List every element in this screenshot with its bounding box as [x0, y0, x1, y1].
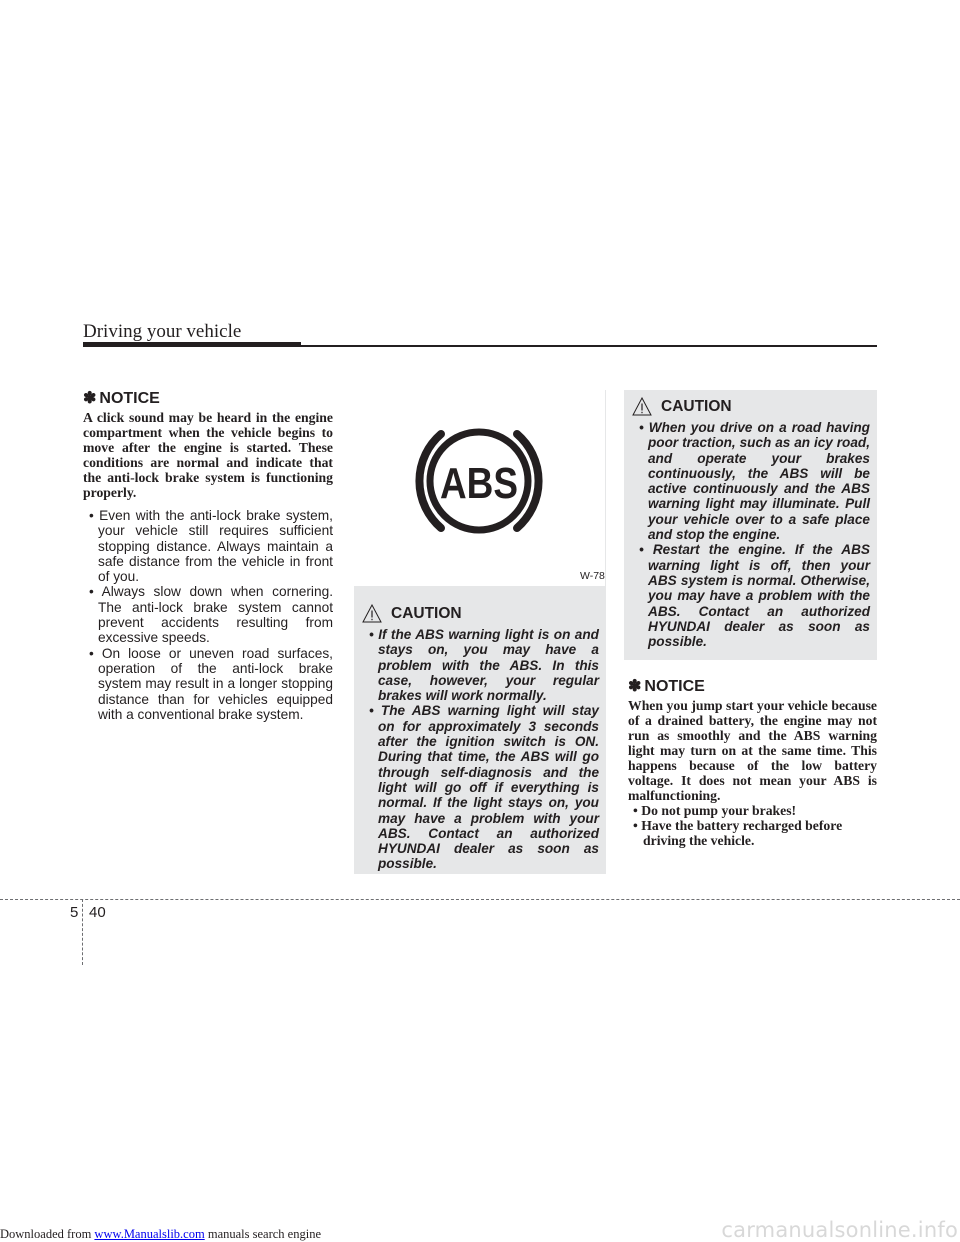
manualslib-link[interactable]: www.Manualslib.com	[94, 1227, 205, 1241]
download-prefix: Downloaded from	[0, 1227, 95, 1241]
notice-bullet-list	[83, 508, 333, 722]
caution-title-label: CAUTION	[391, 605, 462, 622]
right-notice	[628, 676, 877, 848]
caution-bullet-list	[362, 627, 599, 872]
notice-heading-label: NOTICE	[99, 390, 160, 407]
list-item: • Have the battery recharged before driving the vehicle.	[633, 818, 843, 848]
notice-bullet-list	[628, 803, 877, 848]
list-item: • When you drive on a road having poor traction, such as an icy road, and operate your brakes continuously, the ABS will be active continuously and the ABS warning light may illuminate. Pull your vehicle over to a safe place and stop the engine.	[639, 420, 870, 543]
section-title: Driving your vehicle	[83, 321, 242, 342]
list-item: • On loose or uneven road surfaces, operation of the anti-lock brake system may result in a longer stopping distance than for vehicles equipped with a conventional brake system.	[89, 645, 333, 722]
notice-heading	[83, 388, 333, 408]
list-item: • The ABS warning light will stay on for approximately 3 seconds after the ignition switch is ON. During that time, the ABS will go through self-diagnosis and the light will go off if everything is normal. If the light stays on, you may have a problem with your ABS. Contact an authorized HYUNDAI dealer as soon as possible.	[369, 703, 599, 872]
middle-caution	[362, 604, 599, 872]
footer-dashed-divider	[82, 899, 83, 965]
caution-bullet-list	[632, 420, 870, 649]
notice-intro: A click sound may be heard in the engine compartment when the vehicle begins to move after the engine is started. These conditions are normal and indicate that the anti-lock brake system is functioning properly.	[83, 410, 333, 500]
caution-title	[362, 604, 599, 624]
list-item: • Always slow down when cornering. The anti-lock brake system cannot prevent accidents resulting from excessive speeds.	[89, 584, 333, 646]
abs-warning-icon	[354, 390, 605, 586]
list-item: • Even with the anti-lock brake system, your vehicle still requires sufficient stopping distance. Always maintain a safe distance from the vehicle in front of you.	[89, 508, 333, 585]
caution-title-label: CAUTION	[661, 398, 732, 415]
right-caution	[632, 397, 870, 649]
watermark: carmanualsonline.info	[721, 1218, 958, 1242]
caution-title	[632, 397, 870, 417]
list-item: • Restart the engine. If the ABS warning light is off, then your ABS system is normal. Otherwise, you may have a problem with the ABS. Contact an authorized HYUNDAI dealer as soon as possible.	[639, 542, 870, 650]
warning-triangle-icon	[362, 604, 382, 624]
left-notice	[83, 388, 333, 722]
page-number: 40	[89, 904, 106, 921]
notice-intro: When you jump start your vehicle because of a drained battery, the engine may not run as smoothly and the ABS warning light may turn on at the same time. This happens because of the low battery voltage. It does not mean your ABS is malfunctioning.	[628, 698, 877, 803]
abs-figure	[354, 390, 605, 586]
download-suffix: manuals search engine	[204, 1227, 321, 1241]
list-item: • If the ABS warning light is on and stays on, you may have a problem with the ABS. In this case, however, your regular brakes will work normally.	[369, 627, 599, 704]
chapter-number: 5	[70, 904, 79, 921]
download-credit	[0, 1227, 321, 1242]
figure-code: W-78	[580, 570, 605, 582]
header-rule-thin	[301, 345, 877, 347]
notice-heading-label: NOTICE	[644, 678, 705, 695]
header-rule-thick	[83, 342, 301, 347]
list-item: • Do not pump your brakes!	[633, 803, 797, 818]
notice-heading	[628, 676, 877, 696]
warning-triangle-icon	[632, 397, 652, 417]
notice-mark-icon: ✽	[628, 678, 642, 695]
footer-dashed-rule	[0, 899, 960, 900]
notice-mark-icon: ✽	[83, 390, 97, 407]
abs-icon-text: ABS	[440, 459, 518, 508]
